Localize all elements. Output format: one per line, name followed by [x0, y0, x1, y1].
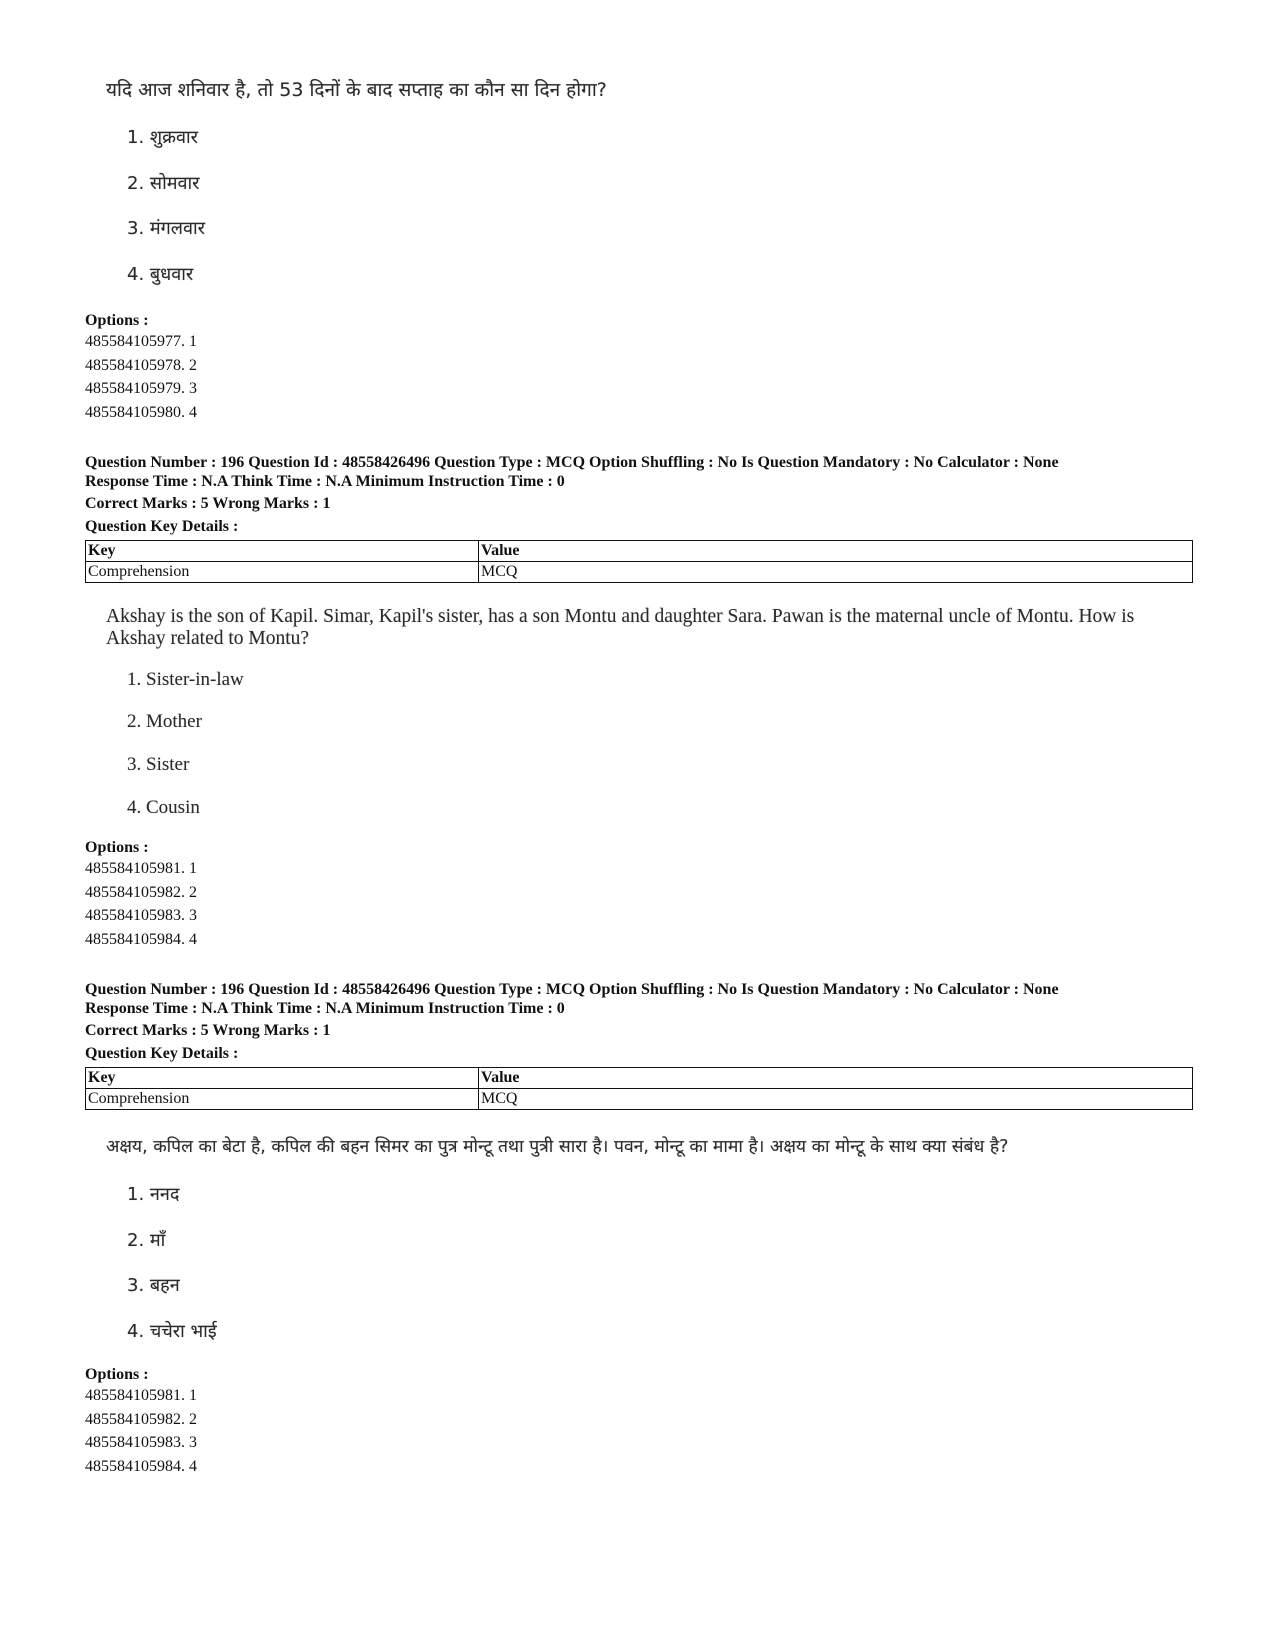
q1-choice-1: 1. शुक्रवार — [127, 127, 198, 148]
table-cell-key: Comprehension — [86, 1089, 479, 1110]
table-header-row — [86, 541, 1193, 562]
q3-choice-3: 3. बहन — [127, 1275, 180, 1296]
q1-option-id: 485584105977. 1 — [85, 333, 197, 350]
q2-option-id: 485584105982. 2 — [85, 883, 197, 901]
q3-options-list — [85, 1384, 197, 1478]
q2-choice-4: 4. Cousin — [127, 797, 200, 818]
q2-meta-line1: Question Number : 196 Question Id : 48558426496 Question Type : MCQ Option Shuffling : No Is Question Mandatory : No Calculator : None — [85, 454, 1059, 471]
q1-option-id: 485584105979. 3 — [85, 380, 197, 397]
table-header-row — [86, 1068, 1193, 1089]
table-row — [86, 562, 1193, 583]
q2-choice-1: 1. Sister-in-law — [127, 669, 244, 690]
q2-options-list — [85, 857, 197, 951]
q2-choice-2: 2. Mother — [127, 711, 202, 732]
q1-option-id: 485584105978. 2 — [85, 356, 197, 374]
q2-key-details-label: Question Key Details : — [85, 518, 239, 535]
q3-option-id: 485584105982. 2 — [85, 1410, 197, 1428]
q3-options-label: Options : — [85, 1366, 149, 1383]
q2-option-id: 485584105981. 1 — [85, 860, 197, 877]
q1-choice-2: 2. सोमवार — [127, 173, 200, 194]
q3-option-id: 485584105984. 4 — [85, 1457, 197, 1475]
q2-options-label: Options : — [85, 839, 149, 856]
table-header-key: Key — [86, 1068, 479, 1089]
q2-option-id: 485584105983. 3 — [85, 907, 197, 924]
q3-choice-2: 2. माँ — [127, 1230, 166, 1251]
q2-key-table — [85, 540, 1193, 583]
q1-options-label: Options : — [85, 312, 149, 329]
table-cell-value: MCQ — [479, 1089, 1193, 1110]
q3-question-text: अक्षय, कपिल का बेटा है, कपिल की बहन सिमर का पुत्र मोन्टू तथा पुत्री सारा है। पवन, मोन्टू का मामा है। अक्षय का मोन्टू के साथ क्या संबंध है? — [106, 1137, 1009, 1157]
table-header-key: Key — [86, 541, 479, 562]
q1-option-id: 485584105980. 4 — [85, 403, 197, 421]
q3-marks: Correct Marks : 5 Wrong Marks : 1 — [85, 1022, 331, 1039]
q3-option-id: 485584105981. 1 — [85, 1387, 197, 1404]
q1-choice-4: 4. बुधवार — [127, 264, 194, 285]
q3-choice-4: 4. चचेरा भाई — [127, 1321, 217, 1342]
table-header-value: Value — [479, 541, 1193, 562]
table-cell-key: Comprehension — [86, 562, 479, 583]
q3-meta-line2: Response Time : N.A Think Time : N.A Minimum Instruction Time : 0 — [85, 1000, 565, 1017]
q1-choice-3: 3. मंगलवार — [127, 218, 206, 239]
table-header-value: Value — [479, 1068, 1193, 1089]
q1-question-text: यदि आज शनिवार है, तो 53 दिनों के बाद सप्ताह का कौन सा दिन होगा? — [106, 79, 607, 101]
q2-question-line1: Akshay is the son of Kapil. Simar, Kapil's sister, has a son Montu and daughter Sara. Pawan is the maternal uncle of Montu. How is — [106, 606, 1135, 627]
q3-option-id: 485584105983. 3 — [85, 1434, 197, 1451]
q3-key-details-label: Question Key Details : — [85, 1045, 239, 1062]
q3-choice-1: 1. ननद — [127, 1184, 180, 1205]
q2-meta-line2: Response Time : N.A Think Time : N.A Minimum Instruction Time : 0 — [85, 473, 565, 490]
table-cell-value: MCQ — [479, 562, 1193, 583]
q3-key-table — [85, 1067, 1193, 1110]
table-row — [86, 1089, 1193, 1110]
q2-marks: Correct Marks : 5 Wrong Marks : 1 — [85, 495, 331, 512]
q1-options-list — [85, 330, 197, 424]
q2-question-line2: Akshay related to Montu? — [106, 628, 310, 649]
q3-meta-line1: Question Number : 196 Question Id : 48558426496 Question Type : MCQ Option Shuffling : No Is Question Mandatory : No Calculator : None — [85, 981, 1059, 998]
q2-choice-3: 3. Sister — [127, 754, 190, 775]
q2-option-id: 485584105984. 4 — [85, 930, 197, 948]
